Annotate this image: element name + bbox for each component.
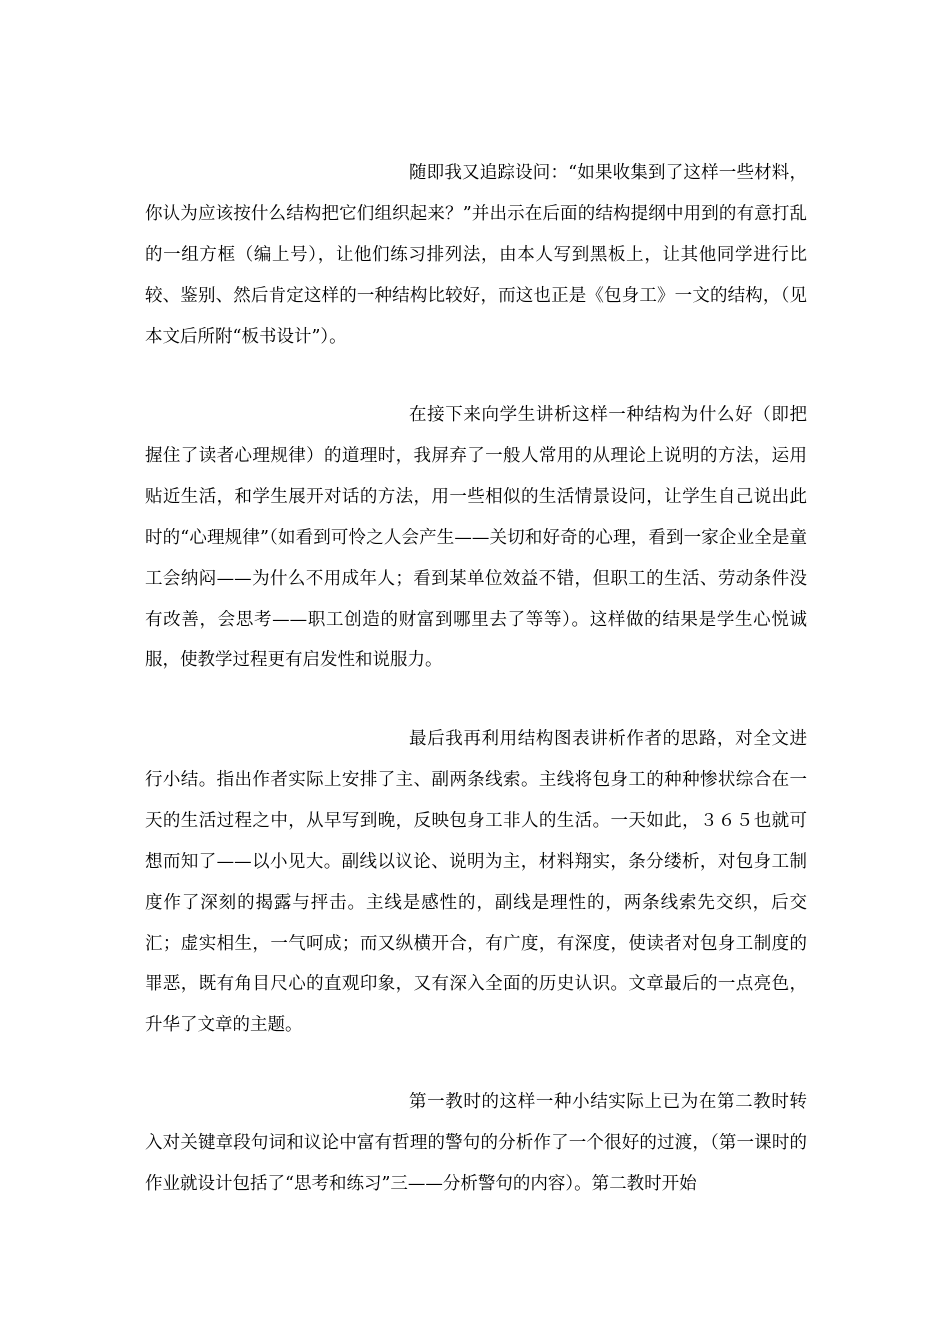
paragraph-1: 随即我又追踪设问：“如果收集到了这样一些材料，你认为应该按什么结构把它们组织起来？”并出示在后面的结构提纲中用到的有意打乱的一组方框（编上号），让他们练习排列法，由本人写到黑板上，让其他同学进行比较、鉴别、然后肯定这样的一种结构比较好，而这也正是《包身工》一文的结构，（见本文后所附“板书设计”）。 [145,163,807,347]
paragraph-2: 在接下来向学生讲析这样一种结构为什么好（即把握住了读者心理规律）的道理时，我屏弃了一般人常用的从理论上说明的方法，运用贴近生活，和学生展开对话的方法，用一些相似的生活情景设问，让学生自己说出此时的“心理规律”（如看到可怜之人会产生——关切和好奇的心理，看到一家企业全是童工会纳闷——为什么不用成年人；看到某单位效益不错，但职工的生活、劳动条件没有改善，会思考——职工创造的财富到哪里去了等等）。这样做的结果是学生心悦诚服，使教学过程更有启发性和说服力。 [145,405,807,671]
paragraph-3: 最后我再利用结构图表讲析作者的思路，对全文进行小结。指出作者实际上安排了主、副两条线索。主线将包身工的种种惨状综合在一天的生活过程之中，从早写到晚，反映包身工非人的生活。一天如此，３６５也就可想而知了——以小见大。副线以议论、说明为主，材料翔实，条分缕析，对包身工制度作了深刻的揭露与抨击。主线是感性的，副线是理性的，两条线索先交织，后交汇；虚实相生，一气呵成；而又纵横开合，有广度，有深度，使读者对包身工制度的罪恶，既有角目尺心的直观印象，又有深入全面的历史认识。文章最后的一点亮色，升华了文章的主题。 [145,729,807,1036]
paragraph-4: 第一教时的这样一种小结实际上已为在第二教时转入对关键章段句词和议论中富有哲理的警句的分析作了一个很好的过渡，（第一课时的作业就设计包括了“思考和练习”三——分析警句的内容）。第二教时开始 [145,1092,807,1194]
